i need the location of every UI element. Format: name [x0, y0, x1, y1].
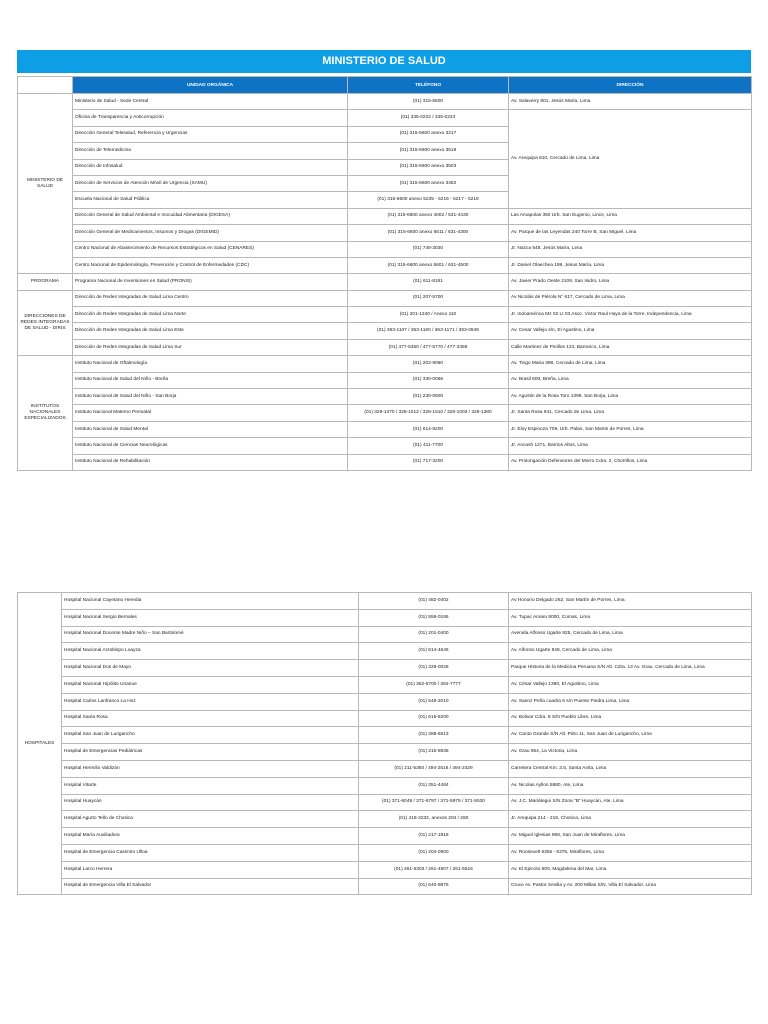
table-row — [18, 693, 752, 710]
address-cell: Av. Parque de las Leyendas 240 Torre B, San Miguel, Lima — [509, 225, 752, 241]
category-cell: DIRECCIONES DE REDES INTEGRADAS DE SALUD - DIRIS — [18, 290, 73, 356]
phone-cell: (01) 328-0028 — [359, 660, 509, 677]
address-cell: Av. Tingo Maria 398, Cercado de Lima, Lima — [509, 356, 752, 372]
table-row — [18, 861, 752, 878]
address-cell: Av Nicolás de Piérola N° 617, Cercado de Lima, Lima — [509, 290, 752, 306]
phone-cell: (01) 548-2010 — [359, 693, 509, 710]
directory-table-hospitals — [17, 592, 752, 895]
unit-cell: Hospital Larco Herrera — [62, 861, 359, 878]
unit-cell: Escuela Nacional de Salud Pública — [73, 192, 348, 208]
table-row — [18, 225, 752, 241]
table-row — [18, 727, 752, 744]
phone-cell: (01) 482-0402 — [359, 593, 509, 610]
address-cell: Jr. Santa Rosa 941, Cercado de Lima, Lima — [509, 405, 752, 421]
address-cell: Av. Roosevelt 6355 - 6375, Miraflores, Lima — [509, 844, 752, 861]
table-row — [18, 356, 752, 372]
unit-cell: Hospital de Emergencias Pediátricas — [62, 744, 359, 761]
table-row — [18, 760, 752, 777]
category-cell: INSTITUTOS NACIONALES ESPECIALIZADOS — [18, 356, 73, 471]
table-row — [18, 676, 752, 693]
unit-cell: Centro Nacional de Abastecimiento de Recursos Estratégicos en Salud (CENARES) — [73, 241, 348, 257]
unit-cell: Instituto Nacional de Rehabilitación — [73, 454, 348, 470]
table-row — [18, 744, 752, 761]
unit-cell: Hospital Nacional Docente Madre Niño – San Bartolomé — [62, 626, 359, 643]
table-row — [18, 290, 752, 306]
phone-cell: (01) 615-8200 — [359, 710, 509, 727]
phone-cell: (01) 640-9875 — [359, 878, 509, 895]
unit-cell: Hospital Nacional Dos de Mayo — [62, 660, 359, 677]
page-title: MINISTERIO DE SALUD — [17, 50, 751, 73]
unit-cell: Dirección de Redes Integradas de Salud Lima Este — [73, 323, 348, 339]
address-cell: Jr. Ancash 1271, Barrios Altos, Lima — [509, 438, 752, 454]
table-row — [18, 609, 752, 626]
address-cell: Av. Brasil 600, Breña, Lima — [509, 372, 752, 388]
phone-cell: (01) 748-3030 — [348, 241, 509, 257]
phone-cell: (01) 418-3232, anexos 204 / 260 — [359, 811, 509, 828]
table-row — [18, 421, 752, 437]
phone-cell: (01) 611-8181 — [348, 274, 509, 290]
table-row — [18, 844, 752, 861]
header-blank — [18, 77, 73, 94]
phone-cell: (01) 315-6600 anexo 3503 — [348, 159, 509, 175]
unit-cell: Instituto Nacional Materno Perinatal — [73, 405, 348, 421]
category-cell: PROGRAMA — [18, 274, 73, 290]
unit-cell: Hospital Nacional Cayetano Heredia — [62, 593, 359, 610]
table-row — [18, 626, 752, 643]
unit-cell: Dirección de Redes Integradas de Salud Lima Sur — [73, 339, 348, 355]
phone-cell: (01) 211-5350 / 494-2516 / 494-2429 — [359, 760, 509, 777]
phone-cell: (01) 477-5360 / 477-5770 / 477-3458 — [348, 339, 509, 355]
address-cell: Av. Miguel Iglesias 968, San Juan de Miraflores, Lima — [509, 828, 752, 845]
phone-cell: (01) 363-1107 / 363-1160 / 363-1171 / 363-0946 — [348, 323, 509, 339]
unit-cell: Dirección de Servicios de Atención Móvil de Urgencia (SAMU) — [73, 175, 348, 191]
table-row — [18, 241, 752, 257]
table-row — [18, 110, 752, 126]
unit-cell: Dirección General Telesalud, Referencia y Urgencias — [73, 126, 348, 142]
header-phone: TELÉFONO — [348, 77, 509, 94]
table-row — [18, 593, 752, 610]
table-header-row — [18, 77, 752, 94]
unit-cell: Hospital de Emergencia Villa El Salvador — [62, 878, 359, 895]
unit-cell: Instituto Nacional de Salud del Niño - San Borja — [73, 389, 348, 405]
unit-cell: Dirección de Redes Integradas de Salud Lima Norte — [73, 307, 348, 323]
address-cell: Av. Arequipa 810, Cercado de Lima, Lima — [509, 110, 752, 208]
unit-cell: Instituto Nacional de Oftalmología — [73, 356, 348, 372]
unit-cell: Hospital Agurto Tello de Chosica — [62, 811, 359, 828]
unit-cell: Hospital Hermilio Valdizán — [62, 760, 359, 777]
phone-cell: (01) 315-6600 — [348, 94, 509, 110]
unit-cell: Oficina de Transparencia y Anticorrupción — [73, 110, 348, 126]
table-row — [18, 828, 752, 845]
address-cell: Av. Alfonso Ugarte 848, Cercado de Lima, Lima — [509, 643, 752, 660]
unit-cell: Hospital Nacional Hipólito Unanue — [62, 676, 359, 693]
address-cell: Av. Bolivar Cdra. 8 S/N Pueblo Libre, Lima — [509, 710, 752, 727]
unit-cell: Ministerio de Salud - Sede Central — [73, 94, 348, 110]
phone-cell: (01) 204-0900 — [359, 844, 509, 861]
phone-cell: (01) 717-3200 — [348, 454, 509, 470]
unit-cell: Instituto Nacional de Salud del Niño - Breña — [73, 372, 348, 388]
phone-cell: (01) 315-6600 anexo 4002 / 631-4430 — [348, 208, 509, 224]
unit-cell: Instituto Nacional de Salud Mental — [73, 421, 348, 437]
table-row — [18, 660, 752, 677]
phone-cell: (01) 330-0066 — [348, 372, 509, 388]
phone-cell: (01) 388-6513 — [359, 727, 509, 744]
address-cell: Av Honorio Delgado 262, San Martín de Porres, Lima — [509, 593, 752, 610]
phone-cell: (01) 207-5700 — [348, 290, 509, 306]
address-cell: Jr. Arequipa 214 - 218, Chosica, Lima — [509, 811, 752, 828]
unit-cell: Hospital de Emergencia Casimiro Ulloa — [62, 844, 359, 861]
address-cell: Av. Saenz Peña cuadra 6 s/n Puente Piedra Lima, Lima — [509, 693, 752, 710]
unit-cell: Dirección de Redes Integradas de Salud Lima Centro — [73, 290, 348, 306]
directory-table-1 — [17, 76, 752, 471]
unit-cell: Hospital María Auxiliadora — [62, 828, 359, 845]
table-row — [18, 438, 752, 454]
table-row — [18, 454, 752, 470]
address-cell: Av. Salaverry 801, Jesús María, Lima — [509, 94, 752, 110]
table-row — [18, 794, 752, 811]
unit-cell: Hospital San Juan de Lurigancho — [62, 727, 359, 744]
phone-cell: (01) 614-4646 — [359, 643, 509, 660]
address-cell: Cruce Av. Pastor Sevilla y Av. 200 Millas S/N, Villa El Salvador, Lima — [509, 878, 752, 895]
address-cell: Av. El Ejercito 600, Magdalena del Mar, Lima — [509, 861, 752, 878]
phone-cell: (01) 371-6049 / 371-6797 / 371-5979 / 371-5530 — [359, 794, 509, 811]
phone-cell: (01) 315-6600 anexo 5601 / 631-4500 — [348, 257, 509, 273]
unit-cell: Programa Nacional de Inversiones en Salud (PRONIS) — [73, 274, 348, 290]
phone-cell: (01) 351-4484 — [359, 777, 509, 794]
table-row — [18, 777, 752, 794]
phone-cell: (01) 215-8838 — [359, 744, 509, 761]
table-row — [18, 643, 752, 660]
unit-cell: Dirección de Infosalud — [73, 159, 348, 175]
address-cell: Jr. Eloy Espinoza 709, Urb. Palao, San Martin de Porres, Lima — [509, 421, 752, 437]
unit-cell: Hospital Nacional Arzobispo Loayza — [62, 643, 359, 660]
address-cell: Jr. Indoamérica Mz 02 Lt 03 Asoc. Victor Raul Haya de la Torre, Independencia, Lima — [509, 307, 752, 323]
category-cell: HOSPITALES — [18, 593, 62, 895]
address-cell: Avenida Alfonso Ugarte 825, Cercado de Lima, Lima — [509, 626, 752, 643]
phone-cell: (01) 315-6600 anexo 5235 - 5216 - 5217 - 5218 — [348, 192, 509, 208]
category-cell: MINISTERIO DE SALUD — [18, 94, 73, 274]
unit-cell: Hospital Huaycán — [62, 794, 359, 811]
phone-cell: (01) 362-5700 / 362-7777 — [359, 676, 509, 693]
phone-cell: (01) 335-0222 / 335-0223 — [348, 110, 509, 126]
table-row — [18, 878, 752, 895]
address-cell: Carretera Central Km. 3.5, Santa Anita, Lima — [509, 760, 752, 777]
address-cell: Av. Tupac Amaru 8000, Comas, Lima — [509, 609, 752, 626]
unit-cell: Centro Nacional de Epidemiología, Prevención y Control de Enfermedades (CDC) — [73, 257, 348, 273]
address-cell: Calle Martinez de Pinillos 124, Barranco, Lima — [509, 339, 752, 355]
phone-cell: (01) 558-0186 — [359, 609, 509, 626]
phone-cell: (01) 315-6600 anexo 3217 — [348, 126, 509, 142]
address-cell: Parque Historia de la Medicina Peruana S/N Alt. Cdra. 13 Av. Grau, Cercado de Lima, Lima — [509, 660, 752, 677]
phone-cell: (01) 202-9060 — [348, 356, 509, 372]
address-cell: Av. Nicolas Ayllon 5880, Ate, Lima — [509, 777, 752, 794]
phone-cell: (01) 201-1340 / Anexo 110 — [348, 307, 509, 323]
address-cell: Jr. Daniel Olaechea 199, Jesus María, Lima — [509, 257, 752, 273]
phone-cell: (01) 217-1818 — [359, 828, 509, 845]
address-cell: Av. J.C. Mariátegui S/N Zona "B" Huaycán, Ate, Lima — [509, 794, 752, 811]
table-row — [18, 274, 752, 290]
address-cell: Av. César Vallejo 1390, El Agustino, Lima — [509, 676, 752, 693]
address-cell: Av. Canto Grande S/N Alt. Pdro 11, San Juan de Lurigancho, Lima — [509, 727, 752, 744]
address-cell: Av. Javier Prado Oeste 2108, San Isidro, Lima — [509, 274, 752, 290]
unit-cell: Hospital Carlos Lanfranco La Hoz — [62, 693, 359, 710]
unit-cell: Dirección General de Salud Ambiental e Inocuidad Alimentaria (DIGESA) — [73, 208, 348, 224]
phone-cell: (01) 261-5303 / 261-4907 / 261-5516 — [359, 861, 509, 878]
unit-cell: Hospital Vitarte — [62, 777, 359, 794]
phone-cell: (01) 230-0600 — [348, 389, 509, 405]
unit-cell: Hospital Nacional Sergio Bernales — [62, 609, 359, 626]
phone-cell: (01) 315-6600 anexo 3482 — [348, 175, 509, 191]
phone-cell: (01) 614-9200 — [348, 421, 509, 437]
phone-cell: (01) 315-6600 anexo 6511 / 631-4300 — [348, 225, 509, 241]
unit-cell: Instituto Nacional de Ciencias Neurológicas — [73, 438, 348, 454]
table-row — [18, 405, 752, 421]
phone-cell: (01) 201-0400 — [359, 626, 509, 643]
table-row — [18, 94, 752, 110]
unit-cell: Dirección de Telemedicina — [73, 143, 348, 159]
header-unit: UNIDAD ORGÁNICA — [73, 77, 348, 94]
phone-cell: (01) 411-7700 — [348, 438, 509, 454]
table-row — [18, 710, 752, 727]
phone-cell: (01) 328-1370 / 328-1012 / 328-1510 / 328-1003 / 328-1380 — [348, 405, 509, 421]
phone-cell: (01) 315-6600 anexo 3519 — [348, 143, 509, 159]
address-cell: Av. Prolongación Defensores del Morro Cdra. 2, Chorrillos, Lima — [509, 454, 752, 470]
table-row — [18, 372, 752, 388]
address-cell: Av. Agustin de la Rosa Toro 1399, San Borja, Lima — [509, 389, 752, 405]
header-address: DIRECCIÓN — [509, 77, 752, 94]
table-row — [18, 208, 752, 224]
unit-cell: Hospital Santa Rosa — [62, 710, 359, 727]
table-row — [18, 389, 752, 405]
address-cell: Las Amapolas 350 Urb. San Eugenio, Lince, Lima — [509, 208, 752, 224]
address-cell: Av. Cesar Vallejo s/n, El Agustino, Lima — [509, 323, 752, 339]
table-row — [18, 811, 752, 828]
unit-cell: Dirección General de Medicamentos, Insumos y Drogas (DIGEMID) — [73, 225, 348, 241]
table-row — [18, 323, 752, 339]
table-row — [18, 339, 752, 355]
table-row — [18, 257, 752, 273]
address-cell: Av. Grau 854, La Victoria, Lima — [509, 744, 752, 761]
address-cell: Jr. Nazca 548, Jesús María, Lima — [509, 241, 752, 257]
table-row — [18, 307, 752, 323]
